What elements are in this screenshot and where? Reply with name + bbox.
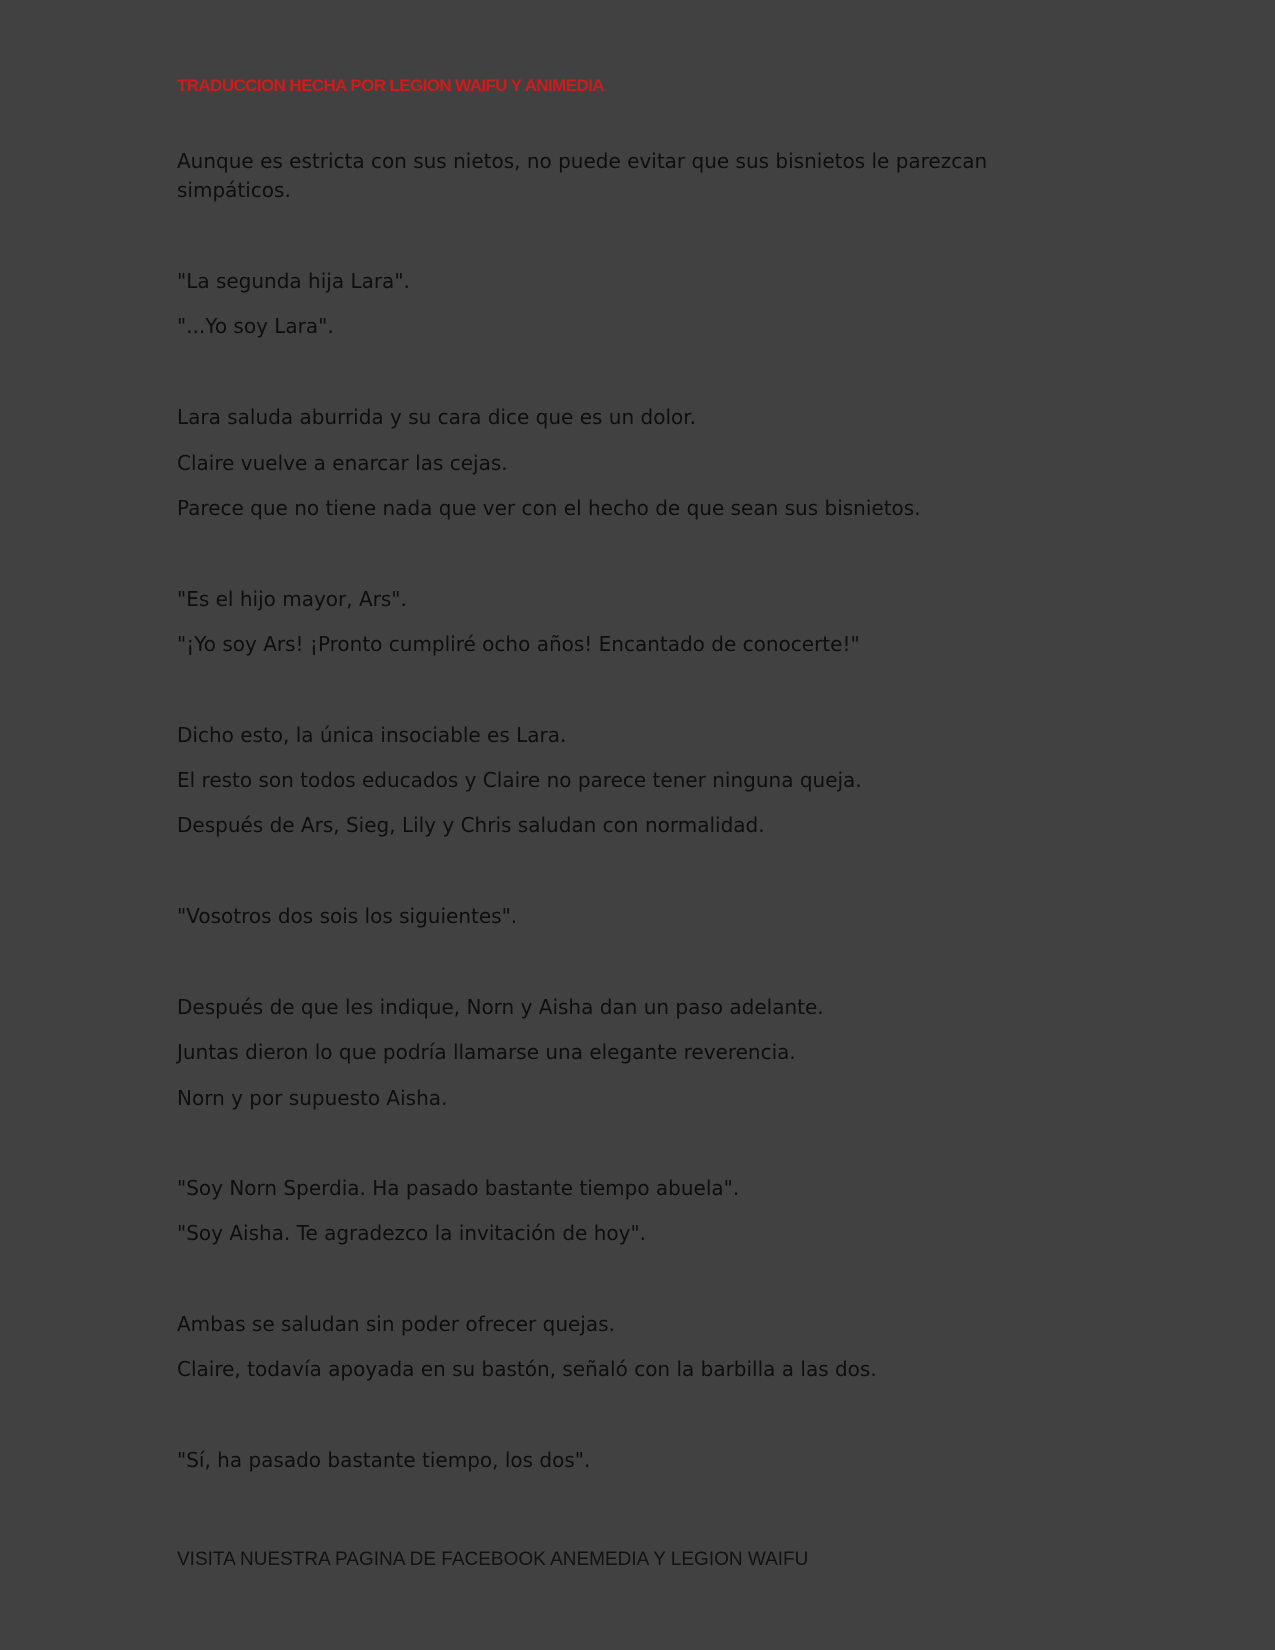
paragraph: "Vosotros dos sois los siguientes". bbox=[177, 904, 518, 928]
paragraph: Después de que les indique, Norn y Aisha dan un paso adelante. bbox=[177, 995, 824, 1019]
facebook-notice: VISITA NUESTRA PAGINA DE FACEBOOK ANEMEDIA Y LEGION WAIFU bbox=[177, 1549, 809, 1570]
paragraph: "Soy Aisha. Te agradezco la invitación de hoy". bbox=[177, 1221, 647, 1245]
paragraph: Lara saluda aburrida y su cara dice que es un dolor. bbox=[177, 405, 696, 429]
paragraph: "Es el hijo mayor, Ars". bbox=[177, 587, 407, 611]
paragraph: "...Yo soy Lara". bbox=[177, 314, 334, 338]
paragraph: "Sí, ha pasado bastante tiempo, los dos". bbox=[177, 1448, 591, 1472]
paragraph: El resto son todos educados y Claire no parece tener ninguna queja. bbox=[177, 768, 862, 792]
paragraph: "La segunda hija Lara". bbox=[177, 269, 410, 293]
paragraph: Ambas se saludan sin poder ofrecer quejas. bbox=[177, 1312, 615, 1336]
paragraph: Claire vuelve a enarcar las cejas. bbox=[177, 451, 508, 475]
paragraph: Norn y por supuesto Aisha. bbox=[177, 1086, 448, 1110]
paragraph: Juntas dieron lo que podría llamarse una elegante reverencia. bbox=[177, 1040, 796, 1064]
paragraph: Claire, todavía apoyada en su bastón, señaló con la barbilla a las dos. bbox=[177, 1357, 877, 1381]
paragraph: Dicho esto, la única insociable es Lara. bbox=[177, 723, 567, 747]
paragraph: Aunque es estricta con sus nietos, no puede evitar que sus bisnietos le parezcan simpáticos. bbox=[177, 149, 988, 202]
translation-credit: TRADUCCION HECHA POR LEGION WAIFU Y ANIMEDIA bbox=[177, 76, 604, 95]
paragraph: "¡Yo soy Ars! ¡Pronto cumpliré ocho años! Encantado de conocerte!" bbox=[177, 632, 860, 656]
paragraph: Parece que no tiene nada que ver con el hecho de que sean sus bisnietos. bbox=[177, 496, 921, 520]
paragraph: Después de Ars, Sieg, Lily y Chris saludan con normalidad. bbox=[177, 813, 765, 837]
paragraph: "Soy Norn Sperdia. Ha pasado bastante tiempo abuela". bbox=[177, 1176, 740, 1200]
document-page bbox=[177, 0, 1077, 1650]
